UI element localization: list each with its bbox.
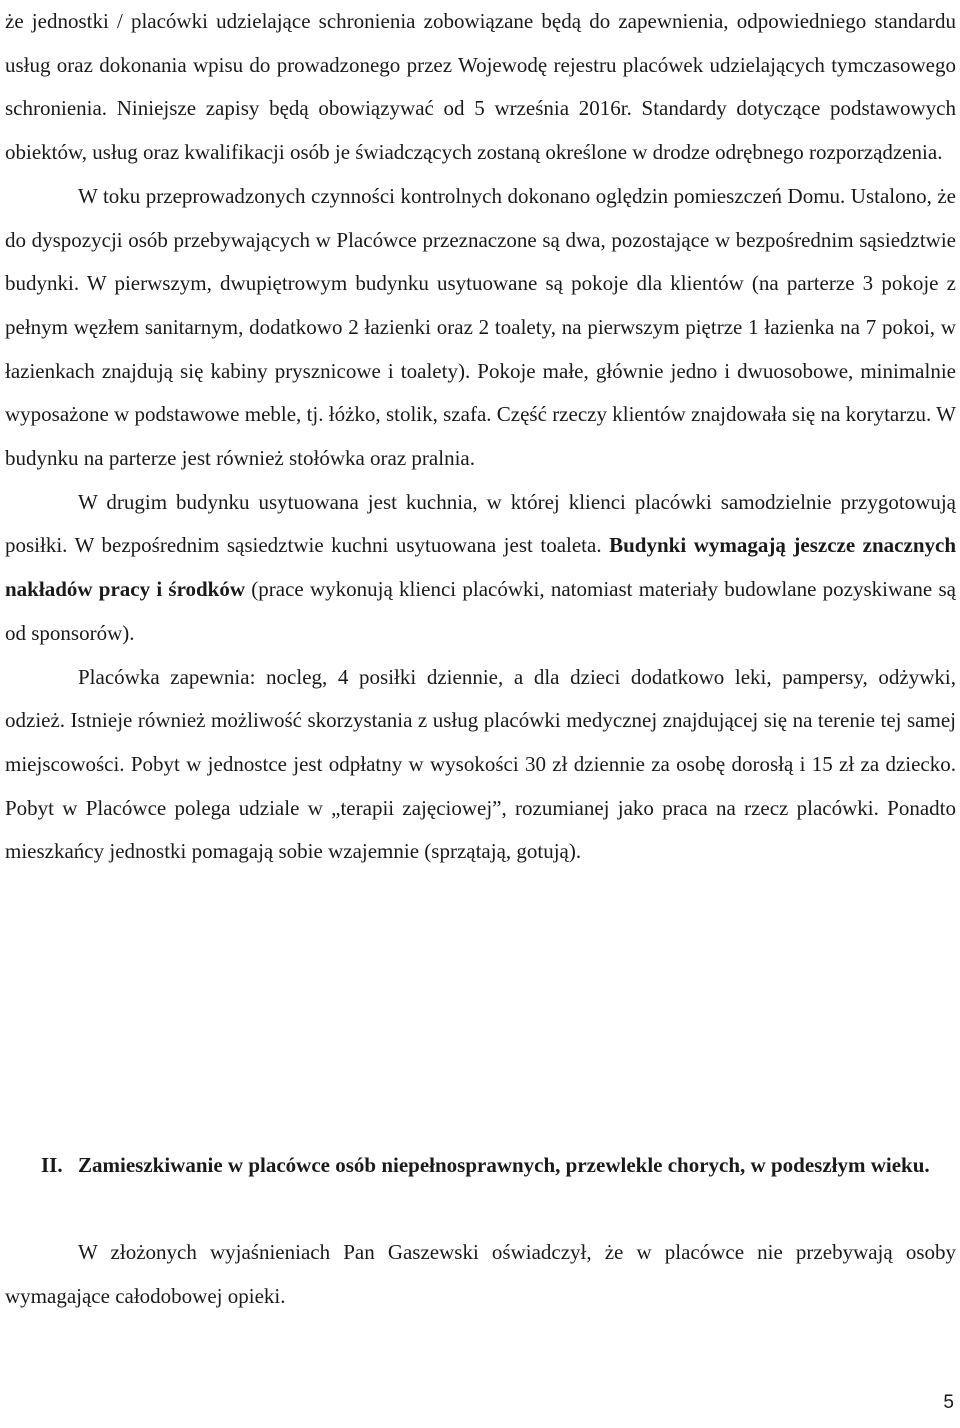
paragraph-text: W drugim budynku usytuowana jest kuchnia, w której klienci placówki samodzielnie przygotowują posiłki. W bezpośrednim sąsiedztwie kuchni usytuowana jest toaleta. [5, 489, 956, 558]
document-page [5, 0, 956, 1308]
section-number: II. [41, 1153, 63, 1177]
paragraph-services [5, 656, 956, 875]
paragraph-text: W toku przeprowadzonych czynności kontrolnych dokonano oględzin pomieszczeń Domu. Ustalono, że do dyspozycji osób przebywających w Placówce przeznaczone są dwa, pozostające w bezpośrednim sąsiedztwie budynki. W pierwszym, dwupiętrowym budynku usytuowane są pokoje dla klientów (na parterze 3 pokoje z pełnym węzłem sanitarnym, dodatkowo 2 łazienki oraz 2 toalety, na pierwszym piętrze 1 łazienka na 7 pokoi, w łazienkach znajdują się kabiny prysznicowe i toalety). Pokoje małe, głównie jedno i dwuosobowe, minimalnie wyposażone w podstawowe meble, tj. łóżko, stolik, szafa. Część rzeczy klientów znajdowała się na korytarzu. W budynku na parterze jest również stołówka oraz pralnia. [5, 183, 956, 471]
paragraph-kitchen [5, 481, 956, 656]
paragraph-text: (prace wykonują klienci placówki, natomiast materiały budowlane pozyskiwane są od sponsorów). [5, 577, 956, 645]
paragraph-explanations [5, 1231, 956, 1318]
paragraph-text: że jednostki / placówki udzielające schronienia zobowiązane będą do zapewnienia, odpowiedniego standardu usług oraz dokonania wpisu do prowadzonego przez Wojewodę rejestru placówek udzielających tymczasowego schronienia. Niniejsze zapisy będą obowiązywać od 5 września 2016r. Standardy dotyczące podstawowych obiektów, usług oraz kwalifikacji osób je świadczących zostaną określone w drodze odrębnego rozporządzenia. [5, 9, 956, 165]
page-number: 5 [943, 1392, 954, 1413]
paragraph-text: Placówka zapewnia: nocleg, 4 posiłki dziennie, a dla dzieci dodatkowo leki, pampersy, odżywki, odzież. Istnieje również możliwość skorzystania z usług placówki medycznej znajdującej się na terenie tej samej miejscowości. Pobyt w jednostce jest odpłatny w wysokości 30 zł dziennie za osobę dorosłą i 15 zł za dziecko. Pobyt w Placówce polega udziale w „terapii zajęciowej”, rozumianej jako praca na rzecz placówki. Ponadto mieszkańcy jednostki pomagają sobie wzajemnie (sprzątają, gotują). [5, 664, 956, 864]
section-title: Zamieszkiwanie w placówce osób niepełnosprawnych, przewlekle chorych, w podeszłym wieku. [78, 1153, 930, 1177]
paragraph-intro [5, 0, 956, 175]
paragraph-text: W złożonych wyjaśnieniach Pan Gaszewski oświadczył, że w placówce nie przebywają osoby wymagające całodobowej opieki. [5, 1240, 956, 1308]
bold-emphasis: Budynki wymagają jeszcze znacznych nakładów pracy i środków [5, 533, 956, 602]
section-heading [41, 1148, 956, 1182]
paragraph-inspection [5, 175, 956, 481]
